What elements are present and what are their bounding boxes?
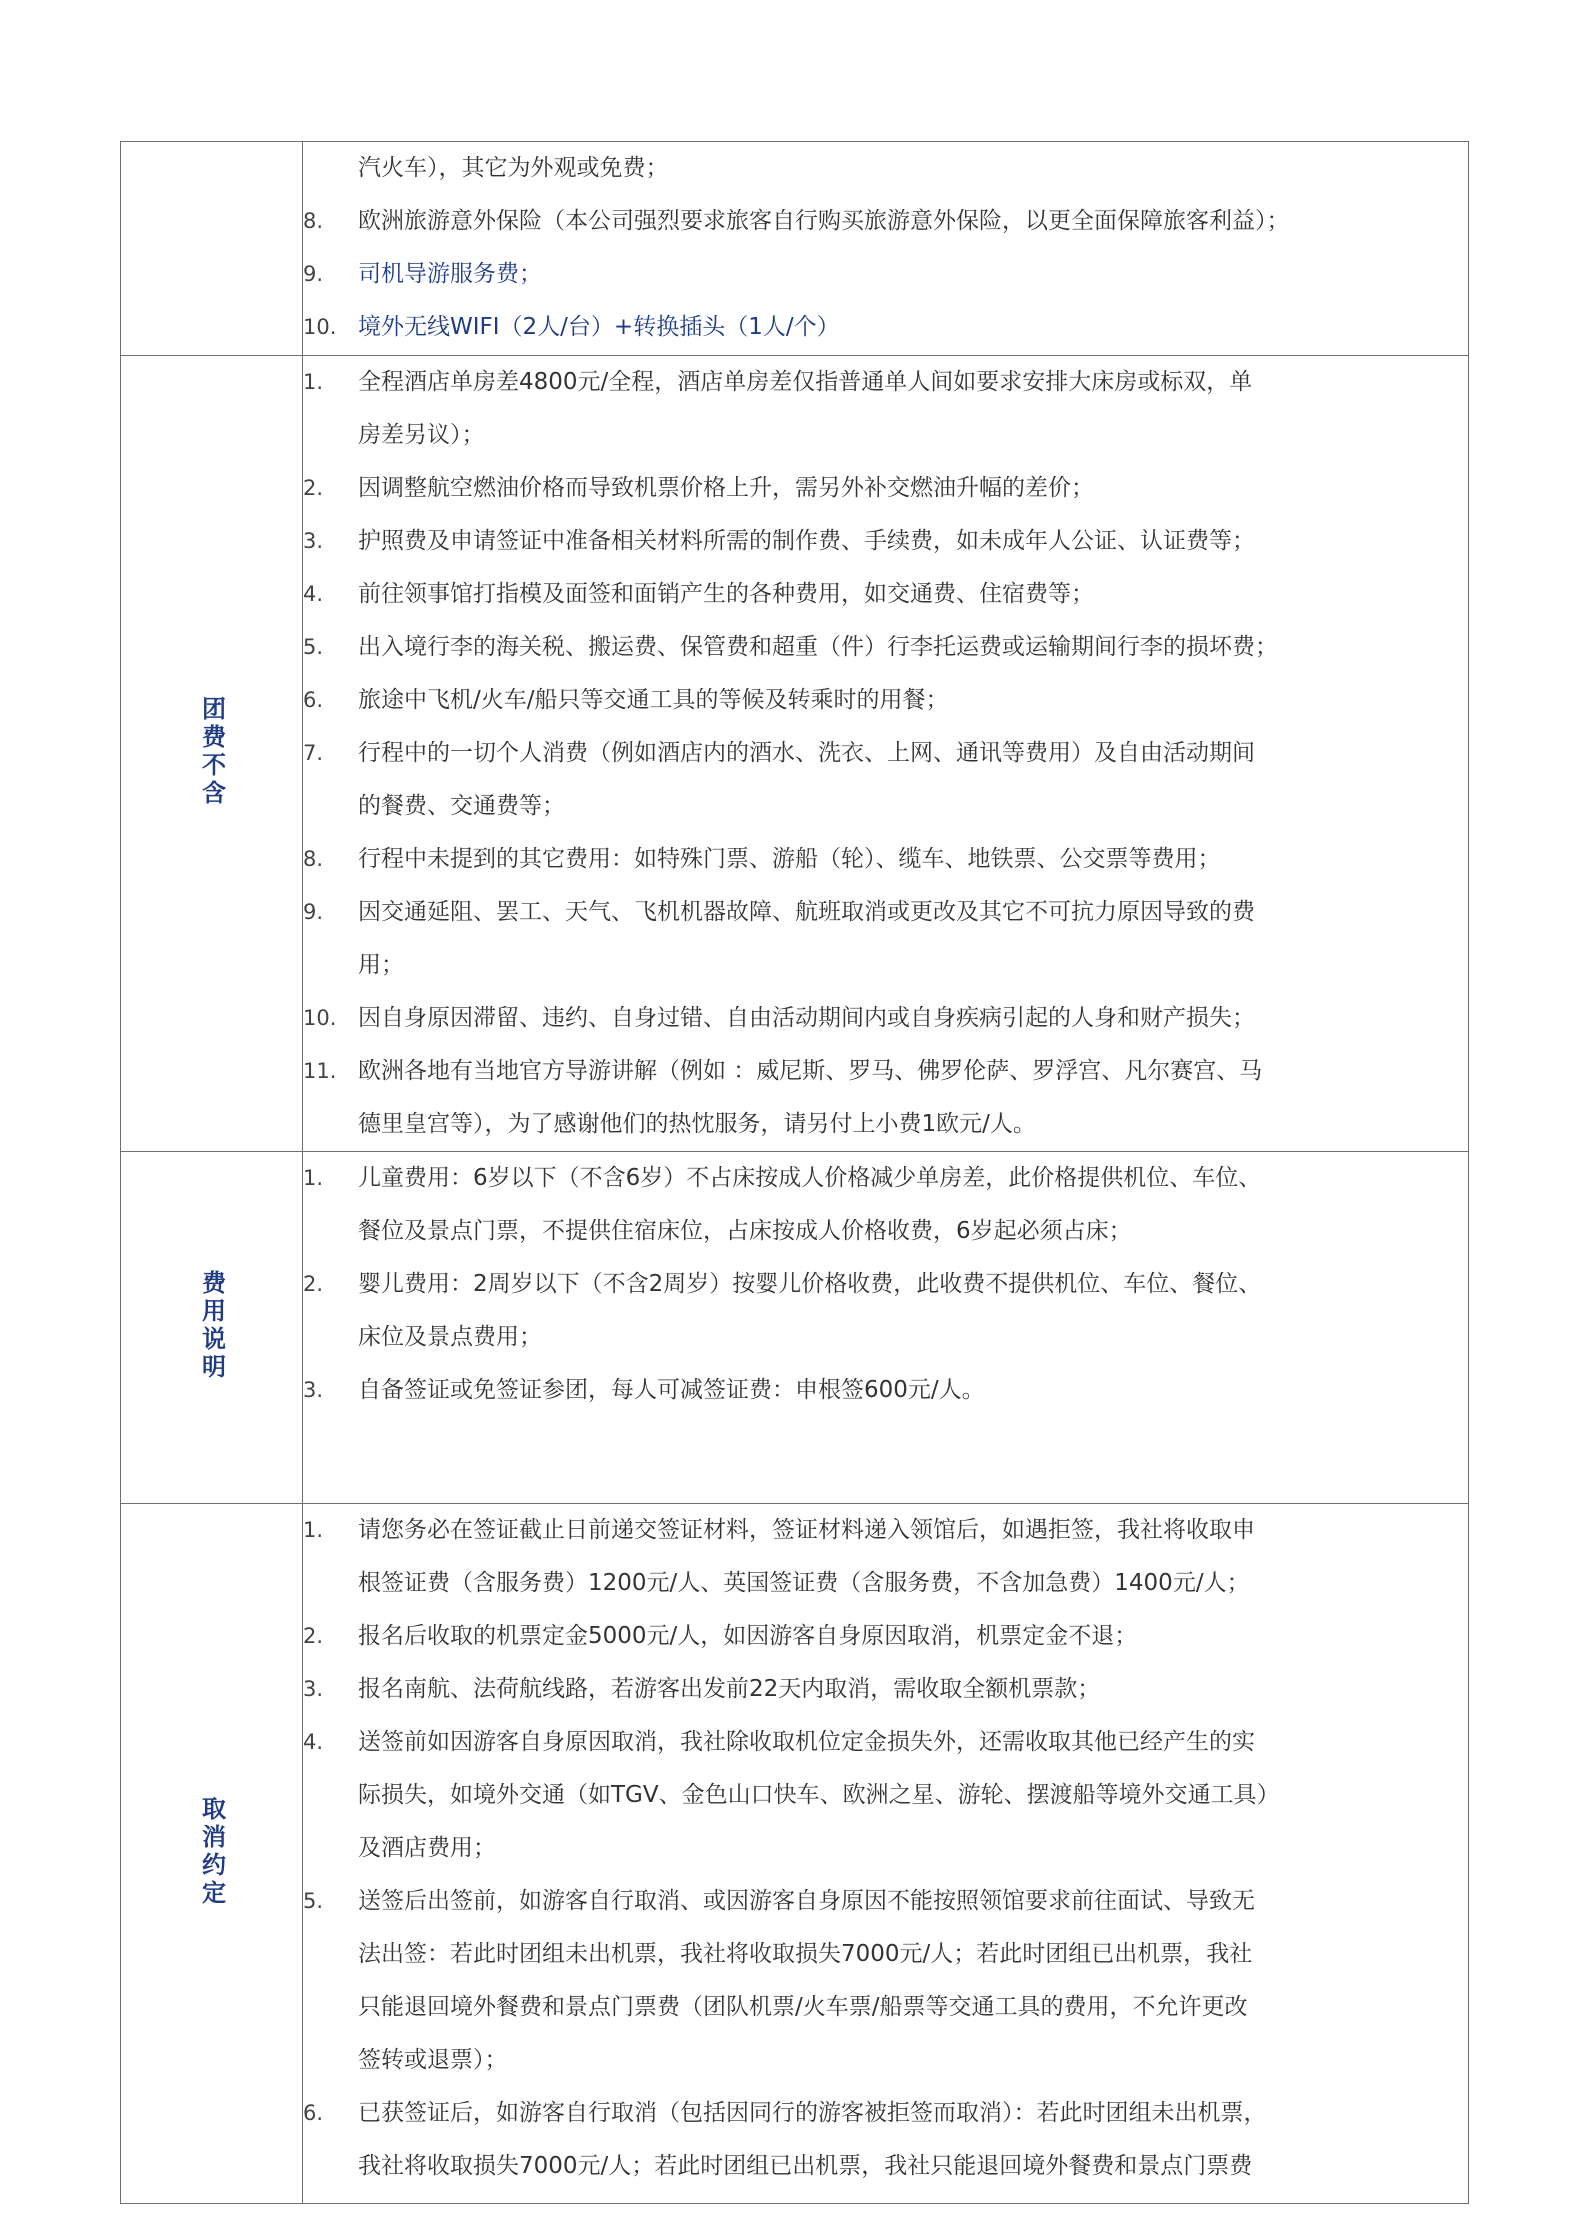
item-number: 4. (303, 582, 324, 606)
list-item (303, 621, 1454, 674)
item-number: 9. (303, 262, 324, 286)
terms-table-body (121, 142, 1469, 2204)
item-text (358, 568, 1454, 621)
item-text (358, 248, 1454, 301)
item-text-line: 际损失，如境外交通（如TGV、金色山口快车、欧洲之星、游轮、摆渡船等境外交通工具） (358, 1782, 1280, 1808)
item-number: 10. (303, 315, 337, 339)
item-number: 1. (303, 370, 324, 394)
item-text-line: 用； (358, 952, 404, 978)
item-number: 2. (303, 1624, 324, 1648)
item-text (358, 356, 1454, 462)
item-text-line: 签转或退票）； (358, 2047, 508, 2073)
item-text-line: 房差另议）； (358, 422, 485, 448)
item-text (358, 1663, 1454, 1716)
item-text-line: 因自身原因滞留、违约、自身过错、自由活动期间内或自身疾病引起的人身和财产损失； (358, 1005, 1255, 1031)
item-text (358, 727, 1454, 833)
item-text-line: 的餐费、交通费等； (358, 793, 565, 819)
item-text-line: 床位及景点费用； (358, 1324, 542, 1350)
item-text-line: 旅途中飞机/火车/船只等交通工具的等候及转乘时的用餐； (358, 687, 949, 713)
section-label-cell (121, 356, 303, 1152)
item-text-line: 请您务必在签证截止日前递交签证材料，签证材料递入领馆后，如遇拒签，我社将收取申 (358, 1517, 1255, 1543)
item-number: 4. (303, 1730, 324, 1754)
item-text-line: 餐位及景点门票，不提供住宿床位，占床按成人价格收费，6岁起必须占床； (358, 1218, 1132, 1244)
item-text (358, 833, 1454, 886)
item-text-line: 自备签证或免签证参团，每人可减签证费：申根签600元/人。 (358, 1377, 985, 1403)
item-text (358, 1875, 1454, 2087)
item-text (358, 1716, 1454, 1875)
item-number: 5. (303, 635, 324, 659)
item-text-line: 因交通延阻、罢工、天气、飞机机器故障、航班取消或更改及其它不可抗力原因导致的费 (358, 899, 1255, 925)
item-number: 8. (303, 847, 324, 871)
item-text (358, 1364, 1454, 1417)
item-text-line: 儿童费用：6岁以下（不含6岁）不占床按成人价格减少单房差，此价格提供机位、车位、 (358, 1165, 1262, 1191)
section-content-cell (303, 1504, 1469, 2204)
item-text-line: 只能退回境外餐费和景点门票费（团队机票/火车票/船票等交通工具的费用，不允许更改 (358, 1994, 1248, 2020)
list-item (303, 886, 1454, 992)
section-row (121, 1504, 1469, 2204)
item-text-line: 全程酒店单房差4800元/全程，酒店单房差仅指普通单人间如要求安排大床房或标双，单 (358, 369, 1253, 395)
item-text-line: 出入境行李的海关税、搬运费、保管费和超重（件）行李托运费或运输期间行李的损坏费； (358, 634, 1278, 660)
item-text-line: 护照费及申请签证中准备相关材料所需的制作费、手续费，如未成年人公证、认证费等； (358, 528, 1255, 554)
item-text-line: 欧洲旅游意外保险（本公司强烈要求旅客自行购买旅游意外保险，以更全面保障旅客利益）； (358, 208, 1290, 234)
list-item (303, 356, 1454, 462)
list-item (303, 1258, 1454, 1364)
list-item (303, 1610, 1454, 1663)
item-text-line: 欧洲各地有当地官方导游讲解（例如 ：威尼斯、罗马、佛罗伦萨、罗浮宫、凡尔赛宫、马 (358, 1058, 1263, 1084)
list-item (303, 142, 1454, 195)
section-content-cell (303, 356, 1469, 1152)
item-text (358, 621, 1454, 674)
list-item (303, 1504, 1454, 1610)
item-number: 1. (303, 1166, 324, 1190)
item-text-line: 已获签证后，如游客自行取消（包括因同行的游客被拒签而取消）：若此时团组未出机票， (358, 2100, 1267, 2126)
item-text-line: 境外无线WIFI（2人/台）+转换插头（1人/个） (358, 314, 840, 340)
item-text (358, 1504, 1454, 1610)
item-number: 2. (303, 476, 324, 500)
item-text-line: 行程中的一切个人消费（例如酒店内的酒水、洗衣、上网、通讯等费用）及自由活动期间 (358, 740, 1255, 766)
item-text (358, 1045, 1454, 1151)
section-row (121, 142, 1469, 356)
item-text-line: 德里皇宫等），为了感谢他们的热忱服务，请另付上小费1欧元/人。 (358, 1111, 1036, 1137)
item-number: 3. (303, 1677, 324, 1701)
item-text (358, 515, 1454, 568)
item-text (358, 1610, 1454, 1663)
list-item (303, 1045, 1454, 1151)
list-item (303, 515, 1454, 568)
item-text-line: 送签前如因游客自身原因取消，我社除收取机位定金损失外，还需收取其他已经产生的实 (358, 1729, 1255, 1755)
list-item (303, 1716, 1454, 1875)
item-text (358, 886, 1454, 992)
section-label: 费用说明 (197, 1269, 226, 1382)
list-item (303, 301, 1454, 354)
item-text (358, 301, 1454, 354)
list-item (303, 568, 1454, 621)
item-text-line: 及酒店费用； (358, 1835, 496, 1861)
item-text-line: 我社将收取损失7000元/人；若此时团组已出机票，我社只能退回境外餐费和景点门票费 (358, 2153, 1253, 2179)
list-item (303, 2087, 1454, 2193)
item-number: 7. (303, 741, 324, 765)
terms-table (120, 141, 1469, 2204)
item-number: 3. (303, 529, 324, 553)
item-number: 11. (303, 1059, 337, 1083)
item-text-line: 根签证费（含服务费）1200元/人、英国签证费（含服务费，不含加急费）1400元/人； (358, 1570, 1250, 1596)
item-text-line: 前往领事馆打指模及面签和面销产生的各种费用，如交通费、住宿费等； (358, 581, 1094, 607)
section-content-cell (303, 142, 1469, 356)
item-text-line: 婴儿费用：2周岁以下（不含2周岁）按婴儿价格收费，此收费不提供机位、车位、餐位、 (358, 1271, 1262, 1297)
list-item (303, 1364, 1454, 1417)
list-item (303, 462, 1454, 515)
item-text (358, 992, 1454, 1045)
item-text-line: 送签后出签前，如游客自行取消、或因游客自身原因不能按照领馆要求前往面试、导致无 (358, 1888, 1255, 1914)
item-text (358, 674, 1454, 727)
section-label-cell (121, 1504, 303, 2204)
list-item (303, 1663, 1454, 1716)
item-number: 6. (303, 688, 324, 712)
item-number: 5. (303, 1889, 324, 1913)
item-text-line: 行程中未提到的其它费用：如特殊门票、游船（轮）、缆车、地铁票、公交票等费用； (358, 846, 1221, 872)
list-item (303, 1152, 1454, 1258)
section-row (121, 1152, 1469, 1504)
item-text-line: 司机导游服务费； (358, 261, 542, 287)
item-text (358, 1258, 1454, 1364)
item-text (358, 195, 1454, 248)
item-text (358, 2087, 1454, 2193)
list-item (303, 248, 1454, 301)
item-text-line: 报名南航、法荷航线路，若游客出发前22天内取消，需收取全额机票款； (358, 1676, 1101, 1702)
section-row (121, 356, 1469, 1152)
item-text-line: 汽火车），其它为外观或免费； (358, 155, 669, 181)
item-text (358, 142, 1454, 195)
item-text-line: 因调整航空燃油价格而导致机票价格上升，需另外补交燃油升幅的差价； (358, 475, 1094, 501)
list-item (303, 727, 1454, 833)
item-number: 1. (303, 1518, 324, 1542)
section-label-cell (121, 1152, 303, 1504)
item-number: 6. (303, 2101, 324, 2125)
item-number: 8. (303, 209, 324, 233)
item-text-line: 报名后收取的机票定金5000元/人，如因游客自身原因取消，机票定金不退； (358, 1623, 1138, 1649)
item-number: 9. (303, 900, 324, 924)
list-item (303, 674, 1454, 727)
section-label: 取消约定 (197, 1795, 226, 1908)
section-label: 团费不含 (197, 695, 226, 808)
list-item (303, 195, 1454, 248)
item-number: 2. (303, 1272, 324, 1296)
section-content-cell (303, 1152, 1469, 1504)
list-item (303, 1875, 1454, 2087)
item-number: 3. (303, 1378, 324, 1402)
item-text (358, 1152, 1454, 1258)
list-item (303, 833, 1454, 886)
item-text-line: 法出签：若此时团组未出机票，我社将收取损失7000元/人；若此时团组已出机票，我社 (358, 1941, 1253, 1967)
list-item (303, 992, 1454, 1045)
item-number: 10. (303, 1006, 337, 1030)
section-label-cell (121, 142, 303, 356)
item-text (358, 462, 1454, 515)
